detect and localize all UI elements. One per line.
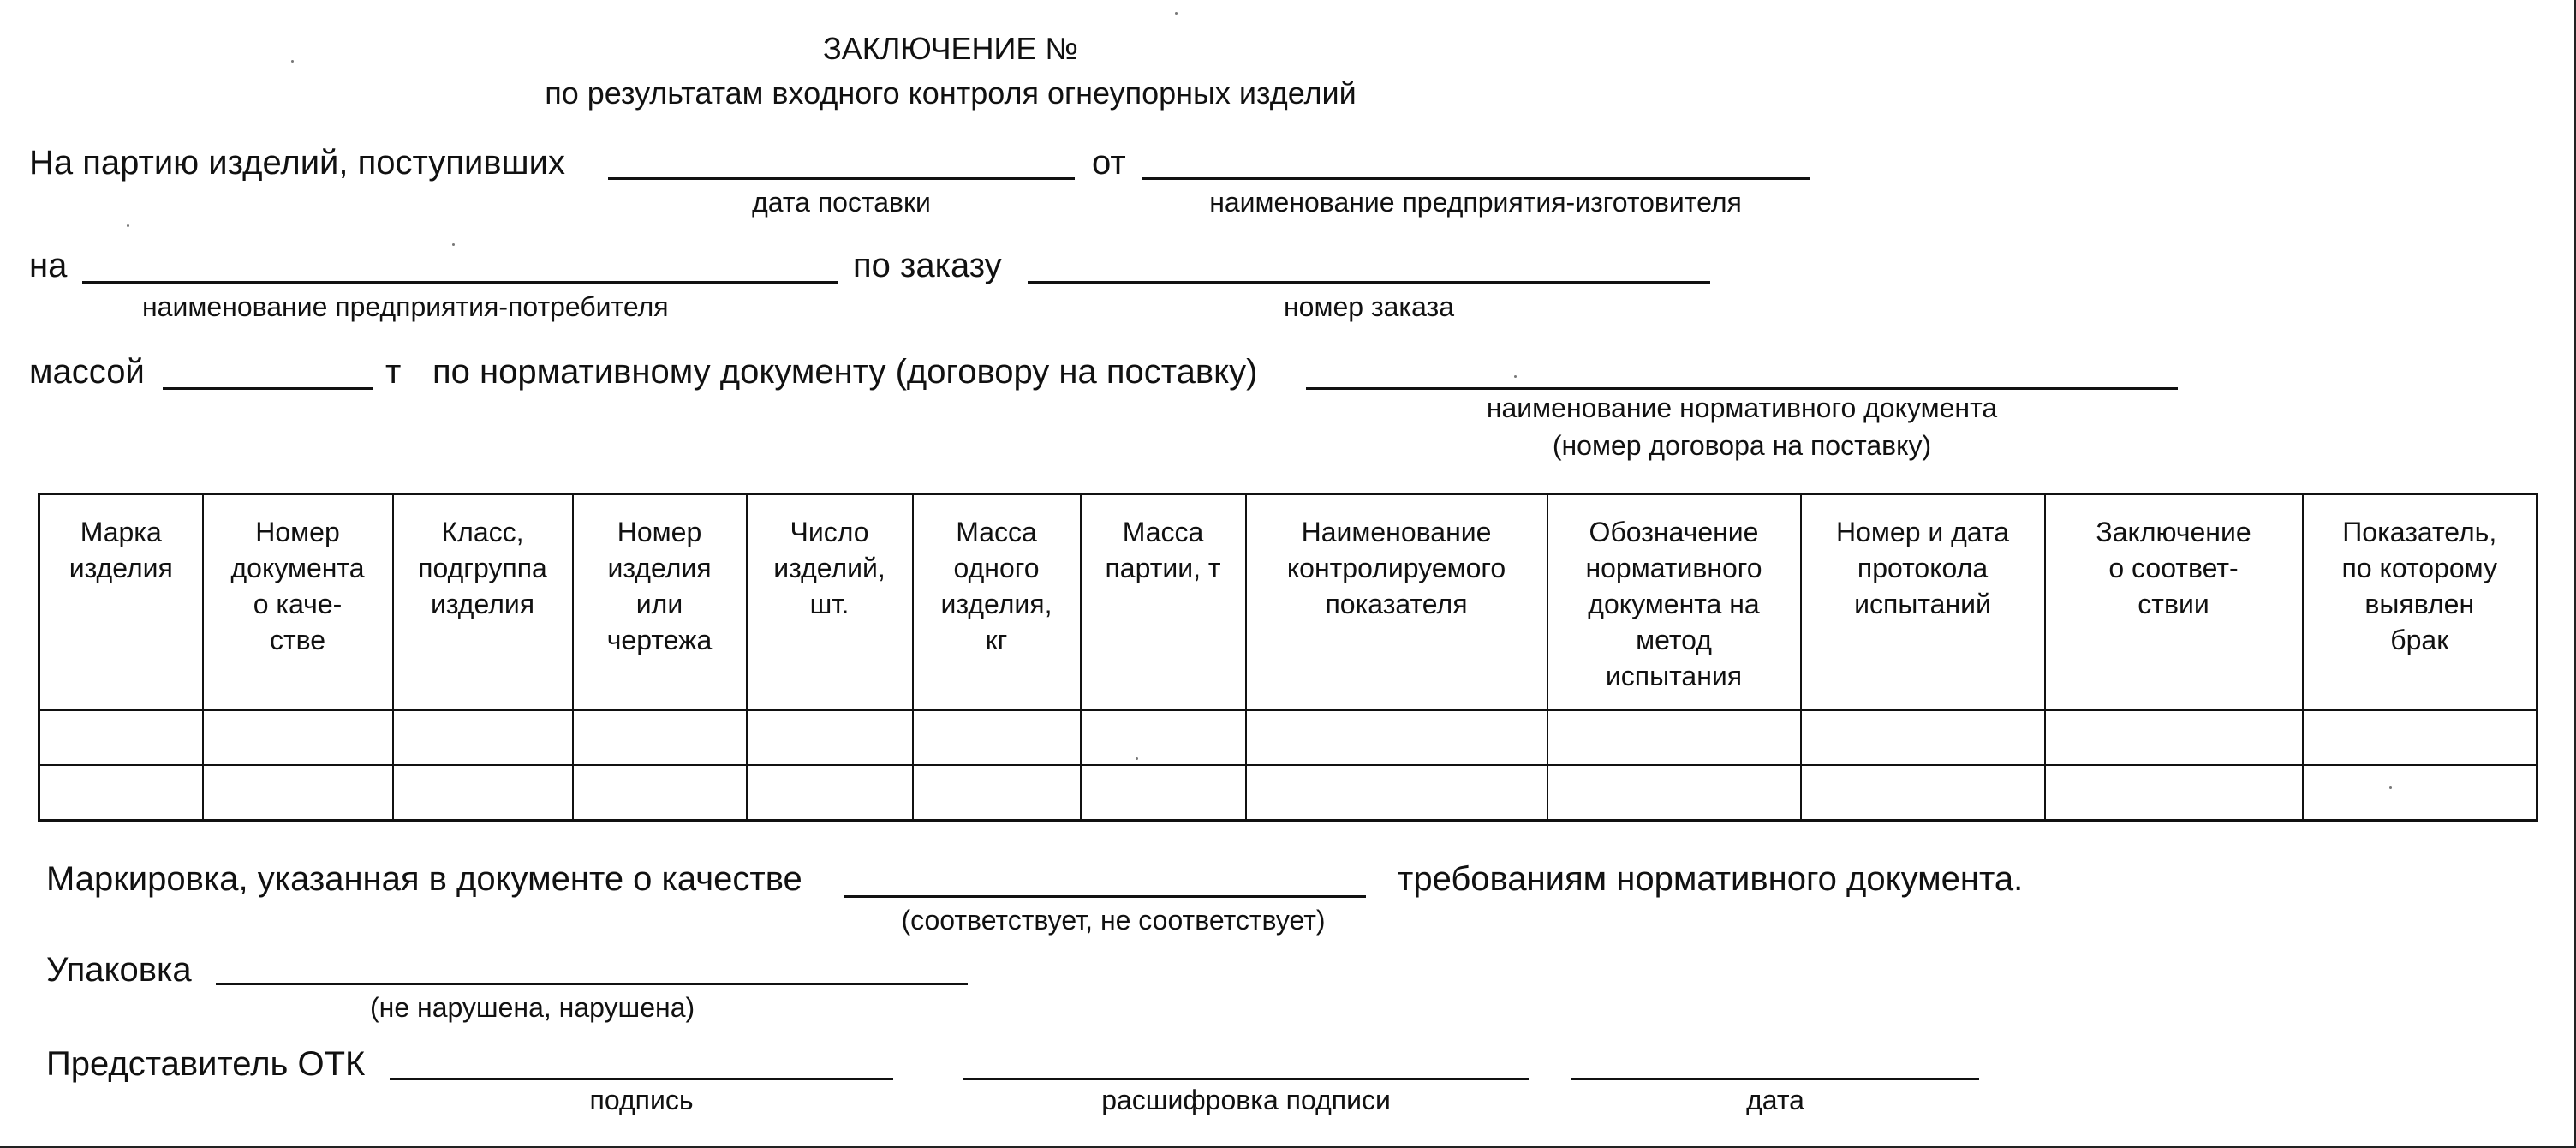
scan-speck xyxy=(1136,757,1138,760)
table-header-row xyxy=(39,494,2537,710)
header-unit-mass: Масса одного изделия, кг xyxy=(913,494,1081,710)
mass-label: массой xyxy=(29,353,145,391)
scan-speck xyxy=(452,243,455,246)
table-cell[interactable] xyxy=(913,710,1081,765)
scan-speck xyxy=(1175,12,1178,15)
table-cell[interactable] xyxy=(39,710,203,765)
order-label: по заказу xyxy=(853,247,1002,284)
table-row xyxy=(39,710,2537,765)
table-cell[interactable] xyxy=(1547,710,1801,765)
table-cell[interactable] xyxy=(913,765,1081,821)
table-cell[interactable] xyxy=(1081,710,1246,765)
consumer-caption: наименование предприятия-потребителя xyxy=(142,291,669,322)
header-conformity-conclusion: Заключение о соответ- ствии xyxy=(2045,494,2303,710)
table-cell[interactable] xyxy=(393,765,573,821)
header-quality-doc-number: Номер документа о каче- стве xyxy=(203,494,393,710)
marking-label: Маркировка, указанная в документе о качестве xyxy=(46,860,802,898)
marking-caption: (соответствует, не соответствует) xyxy=(901,905,1326,936)
packaging-label: Упаковка xyxy=(46,951,192,989)
table-cell[interactable] xyxy=(203,710,393,765)
delivery-date-caption: дата поставки xyxy=(752,187,931,218)
manufacturer-field[interactable] xyxy=(1142,177,1810,180)
table-cell[interactable] xyxy=(1246,765,1547,821)
packaging-caption: (не нарушена, нарушена) xyxy=(370,992,695,1023)
normative-doc-field[interactable] xyxy=(1306,387,2178,390)
table-cell[interactable] xyxy=(747,710,913,765)
table-cell[interactable] xyxy=(2045,710,2303,765)
otk-date-field[interactable] xyxy=(1571,1078,1979,1080)
contract-number-caption: (номер договора на поставку) xyxy=(1552,430,1932,461)
header-controlled-indicator: Наименование контролируемого показателя xyxy=(1246,494,1547,710)
document-subtitle: по результатам входного контроля огнеупорных изделий xyxy=(545,75,1357,111)
table-cell[interactable] xyxy=(39,765,203,821)
table-cell[interactable] xyxy=(203,765,393,821)
manufacturer-caption: наименование предприятия-изготовителя xyxy=(1209,187,1742,218)
table-cell[interactable] xyxy=(1801,765,2045,821)
marking-conformity-field[interactable] xyxy=(844,895,1366,898)
header-batch-mass: Масса партии, т xyxy=(1081,494,1246,710)
otk-decoding-field[interactable] xyxy=(963,1078,1529,1080)
otk-signature-caption: подпись xyxy=(589,1085,694,1115)
order-number-field[interactable] xyxy=(1028,281,1710,284)
table-cell[interactable] xyxy=(747,765,913,821)
from-label: от xyxy=(1092,144,1126,182)
table-cell[interactable] xyxy=(573,765,747,821)
scan-speck xyxy=(1514,375,1517,378)
consumer-field[interactable] xyxy=(82,281,838,284)
table-cell[interactable] xyxy=(573,710,747,765)
marking-suffix: требованиям нормативного документа. xyxy=(1398,860,2024,898)
table-cell[interactable] xyxy=(2303,710,2537,765)
header-test-method-doc: Обозначение нормативного документа на метод испытания xyxy=(1547,494,1801,710)
delivery-date-field[interactable] xyxy=(608,177,1075,180)
otk-date-caption: дата xyxy=(1746,1085,1804,1115)
header-product-drawing-number: Номер изделия или чертежа xyxy=(573,494,747,710)
scan-speck xyxy=(127,224,129,227)
header-reject-indicator: Показатель, по которому выявлен брак xyxy=(2303,494,2537,710)
document-title: ЗАКЛЮЧЕНИЕ № xyxy=(822,31,1079,66)
otk-label: Представитель ОТК xyxy=(46,1045,366,1083)
table-cell[interactable] xyxy=(2045,765,2303,821)
scan-speck xyxy=(2389,786,2392,789)
batch-label: На партию изделий, поступивших xyxy=(29,144,565,182)
header-product-count: Число изделий, шт. xyxy=(747,494,913,710)
packaging-field[interactable] xyxy=(216,983,968,985)
table-cell[interactable] xyxy=(2303,765,2537,821)
table-cell[interactable] xyxy=(1246,710,1547,765)
table-row xyxy=(39,765,2537,821)
header-product-grade: Марка изделия xyxy=(39,494,203,710)
consumer-prefix-label: на xyxy=(29,247,68,284)
order-number-caption: номер заказа xyxy=(1283,291,1455,322)
header-test-protocol: Номер и дата протокола испытаний xyxy=(1801,494,2045,710)
mass-unit: т xyxy=(385,353,402,391)
mass-field[interactable] xyxy=(163,387,373,390)
table-cell[interactable] xyxy=(1547,765,1801,821)
table-cell[interactable] xyxy=(1081,765,1246,821)
table-cell[interactable] xyxy=(393,710,573,765)
scan-speck xyxy=(291,60,294,63)
header-class-subgroup: Класс, подгруппа изделия xyxy=(393,494,573,710)
control-table xyxy=(38,493,2538,822)
normative-doc-label: по нормативному документу (договору на поставку) xyxy=(432,353,1258,391)
otk-signature-field[interactable] xyxy=(390,1078,893,1080)
otk-decoding-caption: расшифровка подписи xyxy=(1101,1085,1391,1115)
normative-doc-caption: наименование нормативного документа xyxy=(1486,392,1998,423)
table-cell[interactable] xyxy=(1801,710,2045,765)
